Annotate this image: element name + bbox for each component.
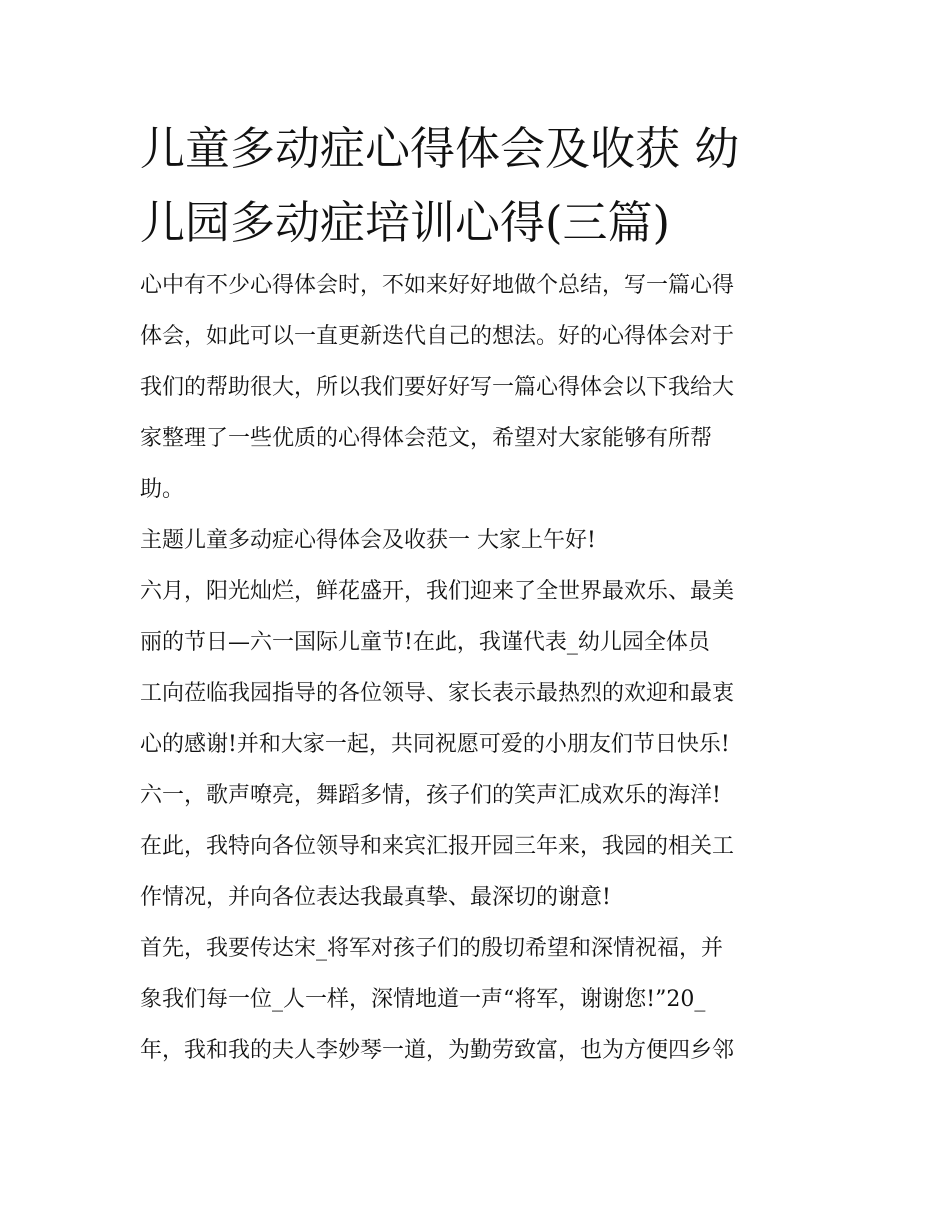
body-line: 丽的节日—六一国际儿童节!在此，我谨代表_幼儿园全体员 bbox=[140, 630, 710, 655]
body-line: 首先，我要传达宋_将军对孩子们的殷切希望和深情祝福，并 bbox=[140, 936, 724, 961]
body-line: 作情况，并向各位表达我最真挚、最深切的谢意! bbox=[140, 885, 611, 910]
title-line: 儿童多动症心得体会及收获 幼 bbox=[140, 122, 740, 175]
body-line: 象我们每一位_人一样，深情地道一声“将军，谢谢您!”20_ bbox=[140, 987, 706, 1012]
document-body bbox=[140, 260, 820, 1076]
document-content bbox=[140, 112, 820, 1076]
section-heading: 主题儿童多动症心得体会及收获一 大家上午好! bbox=[140, 528, 596, 553]
body-line: 六月，阳光灿烂，鲜花盛开，我们迎来了全世界最欢乐、最美 bbox=[140, 579, 735, 604]
body-line: 心中有不少心得体会时，不如来好好地做个总结，写一篇心得 bbox=[140, 273, 735, 298]
body-line: 心的感谢!并和大家一起，共同祝愿可爱的小朋友们节日快乐! bbox=[140, 732, 730, 757]
title-line: 儿园多动症培训心得(三篇) bbox=[140, 196, 671, 249]
body-line: 在此，我特向各位领导和来宾汇报开园三年来，我园的相关工 bbox=[140, 834, 735, 859]
body-line: 我们的帮助很大，所以我们要好好写一篇心得体会以下我给大 bbox=[140, 375, 735, 400]
body-line: 工向莅临我园指导的各位领导、家长表示最热烈的欢迎和最衷 bbox=[140, 681, 735, 706]
body-line: 家整理了一些优质的心得体会范文，希望对大家能够有所帮 bbox=[140, 426, 713, 451]
document-title bbox=[140, 112, 820, 260]
body-line: 助。 bbox=[140, 477, 185, 502]
body-line: 体会，如此可以一直更新迭代自己的想法。好的心得体会对于 bbox=[140, 324, 735, 349]
body-line: 年，我和我的夫人李妙琴一道，为勤劳致富，也为方便四乡邻 bbox=[140, 1038, 735, 1063]
body-line: 六一，歌声嘹亮，舞蹈多情，孩子们的笑声汇成欢乐的海洋! bbox=[140, 783, 721, 808]
